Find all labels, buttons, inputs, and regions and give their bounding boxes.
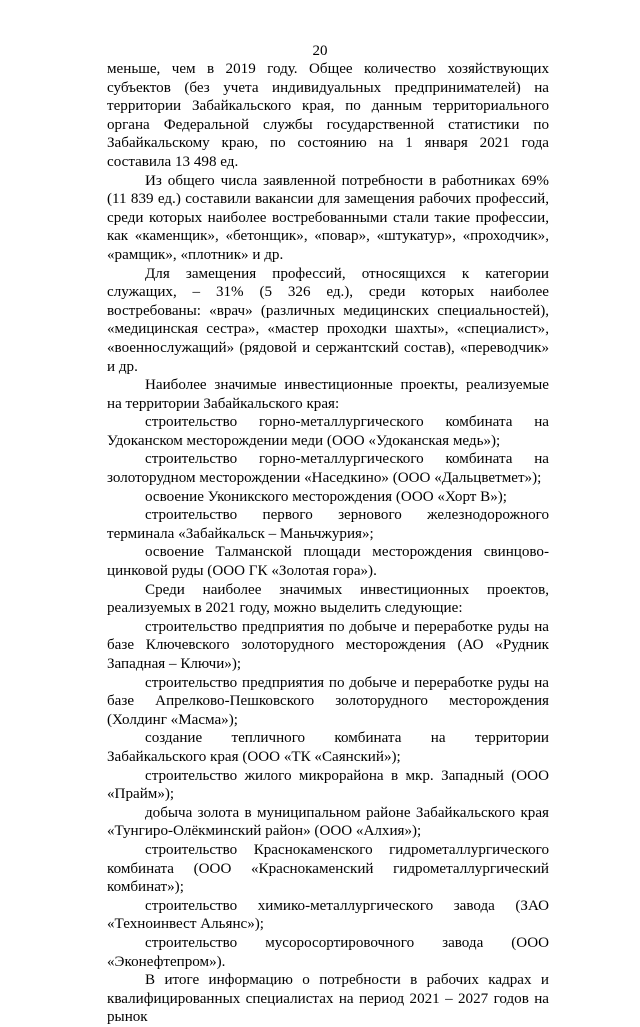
list-item-aprelkovo: строительство предприятия по добыче и переработке руды на базе Апрелково-Пешковского золоторудного месторождения (Холдинг «Масма»); — [107, 674, 549, 728]
list-item-housing: строительство жилого микрорайона в мкр. Западный (ООО «Прайм»); — [107, 767, 549, 803]
paragraph-investment-intro: Наиболее значимые инвестиционные проекты, реализуемые на территории Забайкальского края: — [107, 377, 549, 412]
list-item-krasnokamensk: строительство Краснокаменского гидрометаллургического комбината (ООО «Краснокаменский гидрометаллургический комбинат»); — [107, 841, 549, 896]
list-item-udokan: строительство горно-металлургического комбината на Удоканском месторождении меди (ООО «Удоканская медь»); — [107, 414, 549, 449]
list-item-grain-terminal: строительство первого зернового железнодорожного терминала «Забайкальск – Маньчжурия»; — [107, 507, 549, 542]
paragraph-worker-demand: Из общего числа заявленной потребности в работниках 69% (11 839 ед.) составили вакансии для замещения рабочих профессий, среди которых наиболее востребованными стали такие профессии, как «каменщик», «бетонщик», «повар», «штукатур», «проходчик», «рамщик», «плотник» и др. — [107, 172, 549, 263]
paragraph-conclusion: В итоге информацию о потребности в рабочих кадрах и квалифицированных специалистах на период 2021 – 2027 годов на рынок — [107, 972, 549, 1026]
paragraph-continuation: меньше, чем в 2019 году. Общее количество хозяйствующих субъектов (без учета индивидуальных предпринимателей) на территории Забайкальского края, по данным территориального органа Федеральной службы государственной статистики по Забайкальскому краю, по состоянию на 1 января 2021 года составила 13 498 ед. — [107, 61, 549, 170]
list-item-greenhouse: создание тепличного комбината на территории Забайкальского края (ООО «ТК «Саянский»); — [107, 730, 549, 765]
paragraph-employee-demand: Для замещения профессий, относящихся к категории служащих, – 31% (5 326 ед.), среди которых наиболее востребованы: «врач» (различных медицинских специальностей), «медицинская сестра», «мастер проходки шахты», «специалист», «военнослужащий» (рядовой и сержантский состав), «переводчик» и др. — [107, 265, 549, 375]
body-text — [107, 60, 549, 1027]
list-item-gold-mining: добыча золота в муниципальном районе Забайкальского края «Тунгиро-Олёкминский район» (ООО «Алхия»); — [107, 804, 549, 840]
paragraph-2021-projects-intro: Среди наиболее значимых инвестиционных проектов, реализуемых в 2021 году, можно выделить следующие: — [107, 581, 549, 617]
list-item-talman: освоение Талманской площади месторождения свинцово-цинковой руды (ООО ГК «Золотая гора»). — [107, 544, 549, 580]
list-item-waste-sorting: строительство мусоросортировочного завода (ООО «Эконефтепром»). — [107, 934, 549, 970]
list-item-chemical-plant: строительство химико-металлургического завода (ЗАО «Техноинвест Альянс»); — [107, 897, 549, 933]
list-item-klyuchevskoe: строительство предприятия по добыче и переработке руды на базе Ключевского золоторудного месторождения (АО «Рудник Западная – Ключи»); — [107, 618, 549, 672]
page-number: 20 — [312, 43, 328, 59]
list-item-ukonik: освоение Уконикского месторождения (ООО «Хорт В»); — [145, 488, 507, 505]
list-item-nasedkino: строительство горно-металлургического комбината на золоторудном месторождении «Наседкино» (ООО «Дальцветмет»); — [107, 451, 549, 487]
